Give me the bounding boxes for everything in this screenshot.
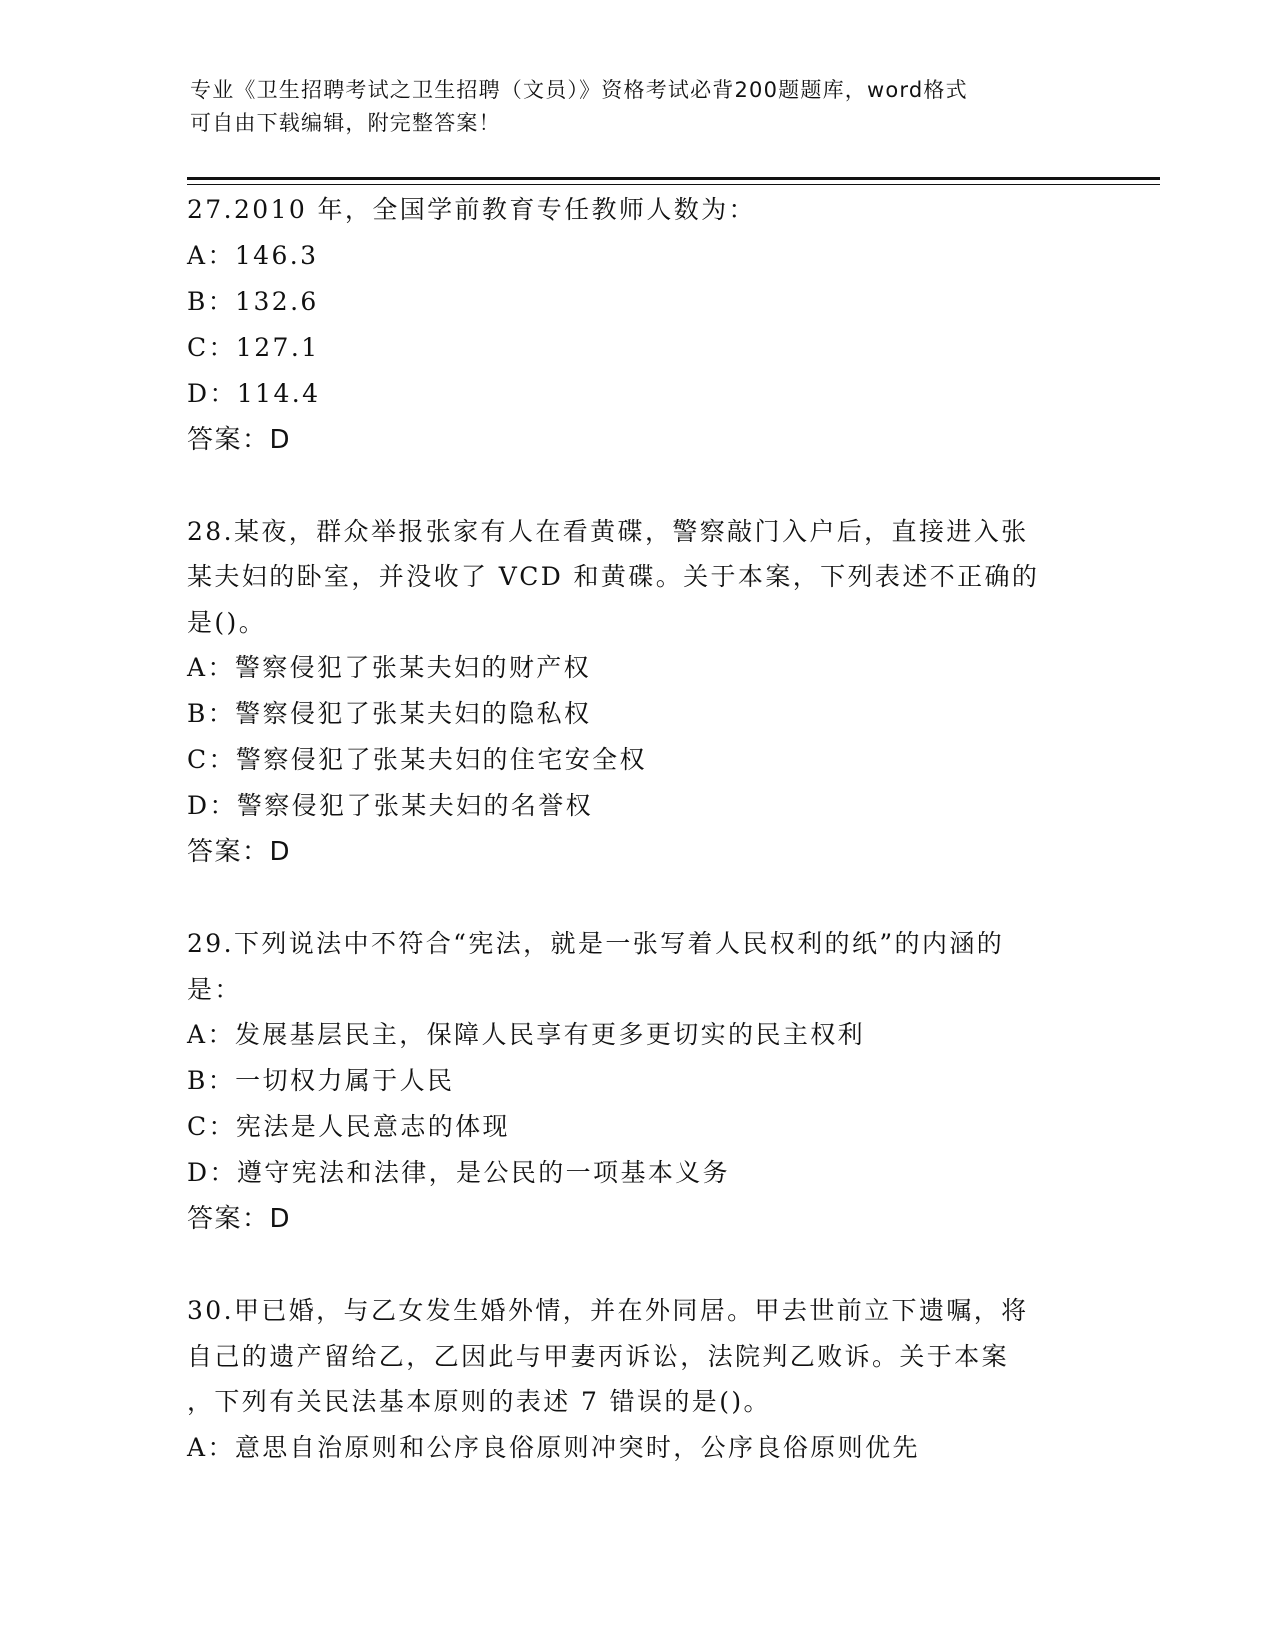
answer: 答案：D [187,837,292,867]
option-c: C：宪法是人民意志的体现 [187,1112,510,1141]
question-text: 29.下列说法中不符合“宪法，就是一张写着人民权利的纸”的内涵的 [187,929,1005,958]
question-28 [187,509,1087,876]
option-a: A：警察侵犯了张某夫妇的财产权 [187,653,592,682]
option-a: A：146.3 [187,240,319,270]
option-b: B：警察侵犯了张某夫妇的隐私权 [187,699,592,728]
question-text: 是()。 [187,607,267,637]
option-d: D：遵守宪法和法律，是公民的一项基本义务 [187,1158,731,1187]
question-text: 是： [187,974,242,1004]
question-text: 27.2010 年，全国学前教育专任教师人数为： [187,195,756,224]
document-header [190,74,1070,140]
question-text: ，下列有关民法基本原则的表述 7 错误的是()。 [187,1387,771,1416]
answer: 答案：D [187,1204,292,1234]
question-29 [187,921,1087,1242]
header-divider-thick [187,177,1160,180]
header-divider-thin [187,184,1160,185]
header-line: 专业《卫生招聘考试之卫生招聘（文员）》资格考试必背200题题库，word格式 [190,78,968,102]
question-list [187,187,1087,1471]
question-27 [187,187,1087,463]
header-line: 可自由下载编辑，附完整答案！ [190,111,501,135]
option-b: B：一切权力属于人民 [187,1066,455,1095]
question-text: 某夫妇的卧室，并没收了 VCD 和黄碟。关于本案，下列表述不正确的 [187,562,1040,591]
question-text: 自己的遗产留给乙，乙因此与甲妻丙诉讼，法院判乙败诉。关于本案 [187,1341,1010,1371]
option-a: A：发展基层民主，保障人民享有更多更切实的民主权利 [187,1020,866,1049]
question-text: 28.某夜，群众举报张家有人在看黄碟，警察敲门入户后，直接进入张 [187,516,1029,546]
option-a: A：意思自治原则和公序良俗原则冲突时，公序良俗原则优先 [187,1432,920,1462]
spacer [187,1242,1087,1288]
option-d: D：114.4 [187,378,321,408]
question-30 [187,1288,1087,1471]
option-b: B：132.6 [187,286,319,316]
answer: 答案：D [187,424,292,455]
spacer [187,463,1087,509]
option-d: D：警察侵犯了张某夫妇的名誉权 [187,791,594,820]
spacer [187,875,1087,921]
option-c: C：警察侵犯了张某夫妇的住宅安全权 [187,745,647,774]
question-text: 30.甲已婚，与乙女发生婚外情，并在外同居。甲去世前立下遗嘱，将 [187,1296,1029,1325]
option-c: C：127.1 [187,332,320,362]
